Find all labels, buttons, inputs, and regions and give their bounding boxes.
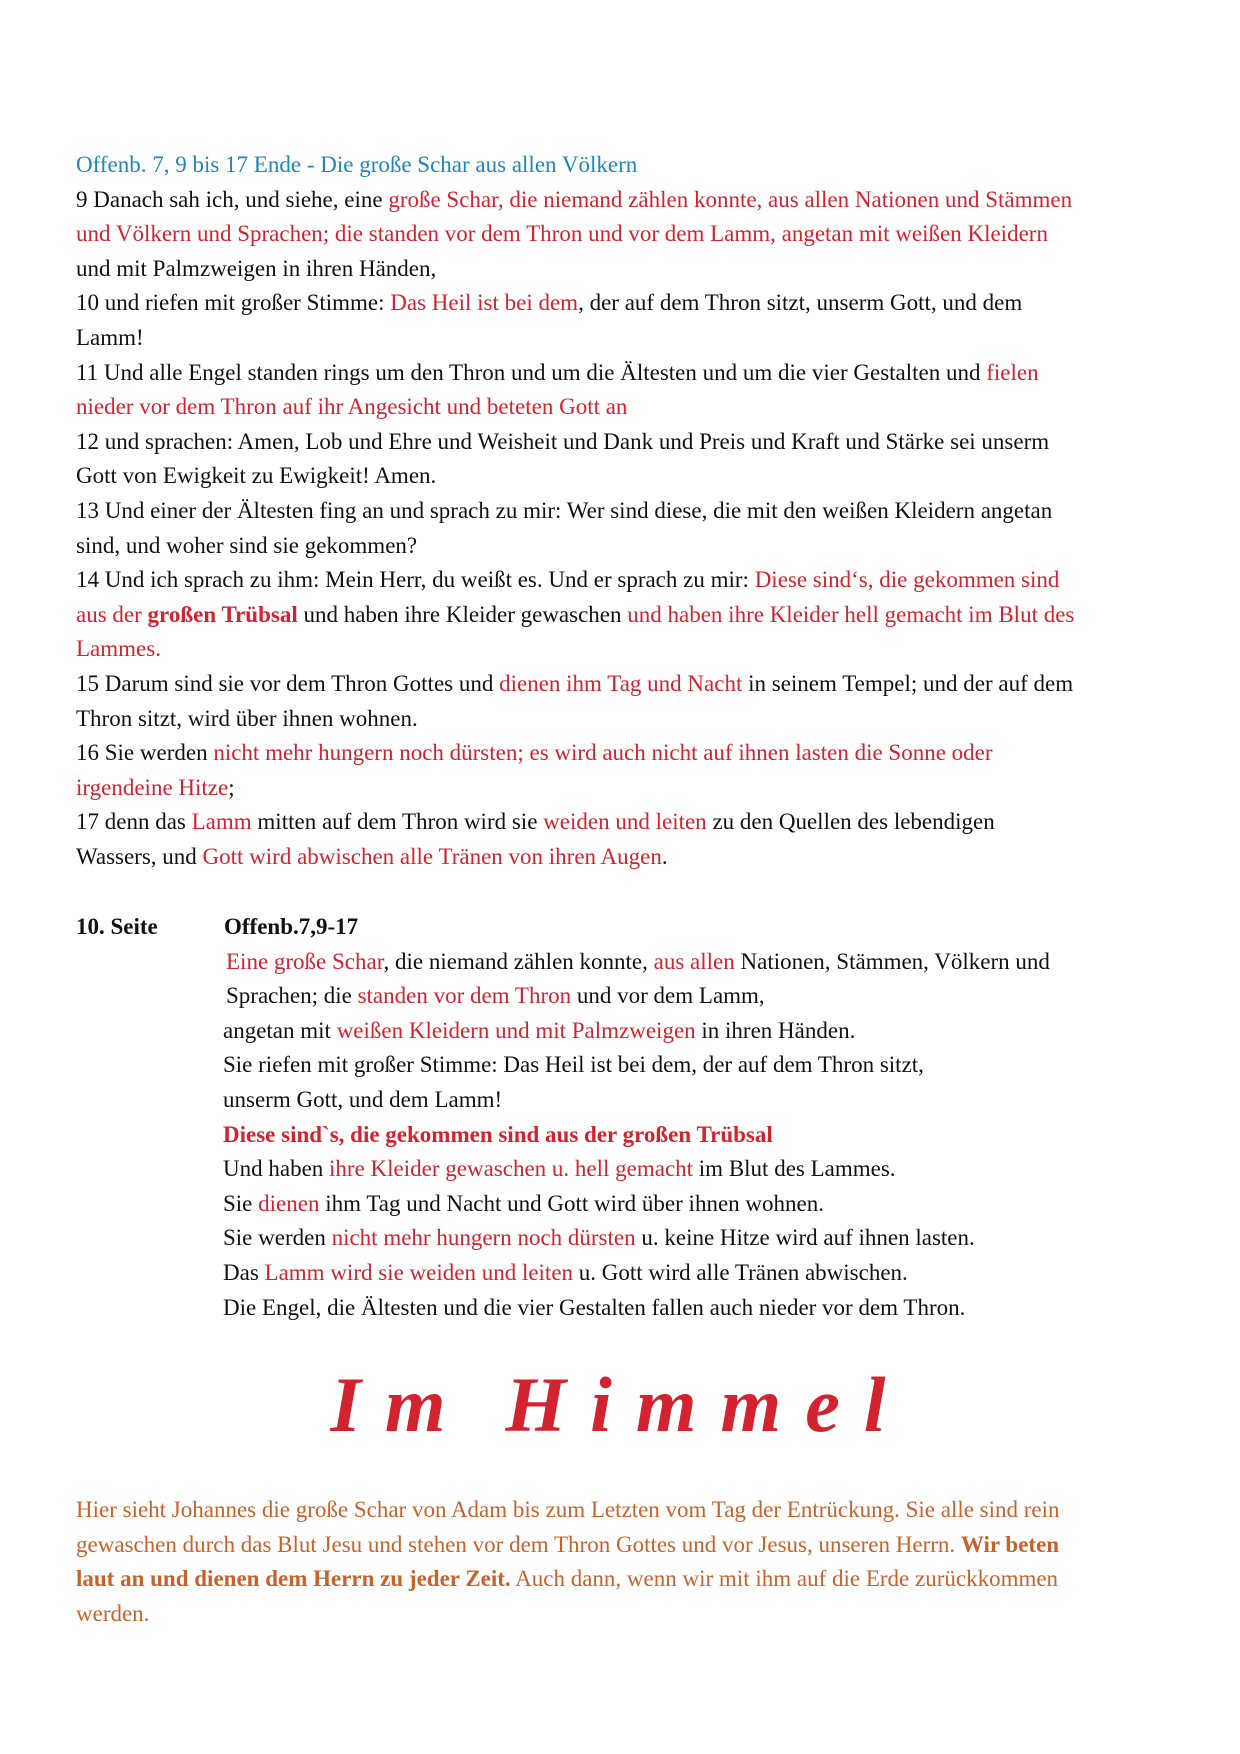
passage-line [76, 771, 1176, 806]
bible-passage [76, 148, 1176, 874]
passage-line [76, 356, 1176, 391]
passage-line [76, 529, 1176, 564]
verse-text: Lamm [191, 809, 252, 835]
title-im-himmel [0, 1360, 1240, 1450]
title-word-2: Himmel [505, 1361, 910, 1448]
verse-text: dienen ihm Tag und Nacht [499, 670, 743, 696]
commentary-line [76, 1528, 1176, 1563]
verse-text: ; [228, 774, 235, 800]
summary-text: und vor dem Lamm, [571, 983, 765, 1009]
verse-text: Lamm! [76, 324, 144, 350]
passage-lines [76, 183, 1176, 875]
verse-text: Das Heil ist bei dem [390, 290, 579, 316]
summary-text: Sie werden [223, 1225, 332, 1251]
verse-text: fielen [986, 359, 1039, 385]
verse-text: nieder vor dem Thron auf ihr Angesicht und beteten Gott an [76, 394, 628, 420]
passage-line [76, 667, 1176, 702]
summary-text: ihre Kleider gewaschen u. hell gemacht [329, 1156, 694, 1182]
summary-text: u. Gott wird alle Tränen abwischen. [573, 1259, 908, 1285]
verse-text: Diese sind‘s, die gekommen sind [754, 567, 1060, 593]
summary-text: Eine große Schar [226, 948, 384, 974]
summary-line [76, 945, 1176, 980]
passage-line [76, 598, 1176, 633]
passage-line [76, 736, 1176, 771]
summary-line [76, 1048, 1176, 1083]
commentary-text: laut an und dienen dem Herrn zu jeder Zeit. [76, 1566, 511, 1592]
summary-text: unserm Gott, und dem Lamm! [223, 1086, 503, 1112]
summary-header [76, 910, 1176, 945]
summary-text: Sie [223, 1190, 259, 1216]
summary-section [76, 910, 1176, 1325]
commentary-line [76, 1493, 1176, 1528]
verse-text: 17 denn das [76, 809, 192, 835]
summary-line [76, 1221, 1176, 1256]
passage-line [76, 321, 1176, 356]
commentary-paragraph [76, 1493, 1176, 1631]
summary-line [76, 1118, 1176, 1153]
summary-text: Diese sind`s, die gekommen sind aus der großen Trübsal [223, 1121, 773, 1147]
passage-line [76, 390, 1176, 425]
verse-text: 9 Danach sah ich, und siehe, eine [76, 186, 389, 212]
summary-text: im Blut des Lammes. [693, 1156, 896, 1182]
summary-line [76, 1083, 1176, 1118]
summary-text: nicht mehr hungern noch dürsten [331, 1225, 636, 1251]
verse-text: Thron sitzt, wird über ihnen wohnen. [76, 705, 418, 731]
reference-label: Offenb.7,9-17 [224, 914, 359, 939]
passage-line [76, 286, 1176, 321]
passage-line [76, 840, 1176, 875]
verse-text: irgendeine Hitze [76, 774, 229, 800]
summary-line [76, 1256, 1176, 1291]
summary-line [76, 979, 1176, 1014]
passage-line [76, 702, 1176, 737]
commentary-text: Hier sieht Johannes die große Schar von Adam bis zum Letzten vom Tag der Entrückung. Sie alle sind rein [76, 1497, 1060, 1522]
commentary-text: Auch dann, wenn wir mit ihm auf die Erde zurückkommen [510, 1566, 1059, 1592]
verse-text: und Völkern und Sprachen; die standen vor dem Thron und vor dem Lamm, angetan mit weißen Kleidern [76, 221, 1048, 247]
verse-text: 11 Und alle Engel standen rings um den Thron und um die Ältesten und um die vier Gestalten und [76, 359, 987, 385]
passage-heading: Offenb. 7, 9 bis 17 Ende - Die große Schar aus allen Völkern [76, 152, 638, 177]
summary-text: Sie riefen mit großer Stimme: Das Heil ist bei dem, der auf dem Thron sitzt, [223, 1052, 924, 1078]
verse-text: nicht mehr hungern noch dürsten; es wird auch nicht auf ihnen lasten die Sonne oder [213, 740, 993, 766]
verse-text: in seinem Tempel; und der auf dem [742, 670, 1074, 696]
commentary-line [76, 1597, 1176, 1632]
verse-text: großen Trübsal [147, 601, 298, 627]
verse-text: Wassers, und [76, 843, 203, 869]
verse-text: und haben ihre Kleider hell gemacht im Blut des [627, 601, 1075, 627]
commentary-text: werden. [76, 1600, 150, 1626]
passage-line [76, 632, 1176, 667]
passage-line [76, 494, 1176, 529]
summary-line [76, 1014, 1176, 1049]
title-word-1: Im [330, 1361, 470, 1448]
verse-text: weiden und leiten [543, 809, 707, 835]
passage-line [76, 425, 1176, 460]
commentary-text: Wir beten [960, 1531, 1060, 1557]
verse-text: 12 und sprachen: Amen, Lob und Ehre und Weisheit und Dank und Preis und Kraft und Stärke sei unserm [76, 428, 1050, 454]
page-label: 10. Seite [76, 914, 158, 939]
summary-text: aus allen [653, 948, 735, 974]
passage-line [76, 563, 1176, 598]
summary-text: in ihren Händen. [695, 1017, 856, 1043]
verse-text: Gott wird abwischen alle Tränen von ihren Augen [202, 843, 662, 869]
verse-text: aus der [76, 601, 148, 627]
verse-text: 14 Und ich sprach zu ihm: Mein Herr, du weißt es. Und er sprach zu mir: [76, 567, 755, 593]
verse-text: Gott von Ewigkeit zu Ewigkeit! Amen. [76, 463, 437, 489]
verse-text: und haben ihre Kleider gewaschen [297, 601, 628, 627]
summary-text: standen vor dem Thron [357, 983, 572, 1009]
verse-text: mitten auf dem Thron wird sie [251, 809, 544, 835]
summary-text: u. keine Hitze wird auf ihnen lasten. [635, 1225, 975, 1251]
summary-text: Die Engel, die Ältesten und die vier Gestalten fallen auch nieder vor dem Thron. [223, 1294, 966, 1320]
summary-text: ihm Tag und Nacht und Gott wird über ihnen wohnen. [319, 1190, 824, 1216]
commentary-line [76, 1562, 1176, 1597]
verse-text: 10 und riefen mit großer Stimme: [76, 290, 391, 316]
summary-line [76, 1187, 1176, 1222]
passage-line [76, 252, 1176, 287]
verse-text: 16 Sie werden [76, 740, 214, 766]
summary-line [76, 1152, 1176, 1187]
summary-text: weißen Kleidern und mit Palmzweigen [336, 1017, 696, 1043]
summary-lines [76, 945, 1176, 1326]
verse-text: Lammes. [76, 636, 161, 662]
verse-text: zu den Quellen des lebendigen [706, 809, 995, 835]
summary-text: Sprachen; die [226, 983, 358, 1009]
verse-text: , der auf dem Thron sitzt, unserm Gott, und dem [578, 290, 1023, 316]
verse-text: 15 Darum sind sie vor dem Thron Gottes und [76, 670, 500, 696]
summary-line [76, 1291, 1176, 1326]
commentary-text: gewaschen durch das Blut Jesu und stehen vor dem Thron Gottes und vor Jesus, unseren Herrn. [76, 1531, 961, 1557]
summary-text: angetan mit [223, 1017, 337, 1043]
verse-text: sind, und woher sind sie gekommen? [76, 532, 418, 558]
summary-text: Lamm wird sie weiden und leiten [264, 1259, 574, 1285]
verse-text: große Schar, die niemand zählen konnte, aus allen Nationen und Stämmen [388, 186, 1073, 212]
summary-text: Das [223, 1259, 265, 1285]
passage-line [76, 805, 1176, 840]
verse-text: und mit Palmzweigen in ihren Händen, [76, 255, 437, 281]
verse-text: 13 Und einer der Ältesten fing an und sprach zu mir: Wer sind diese, die mit den weißen Kleidern angetan [76, 497, 1053, 523]
summary-text: , die niemand zählen konnte, [383, 948, 654, 974]
verse-text: . [661, 843, 668, 869]
summary-text: dienen [258, 1190, 320, 1216]
summary-text: Nationen, Stämmen, Völkern und [734, 948, 1050, 974]
summary-text: Und haben [223, 1156, 330, 1182]
passage-line [76, 183, 1176, 218]
passage-line [76, 217, 1176, 252]
passage-line [76, 459, 1176, 494]
